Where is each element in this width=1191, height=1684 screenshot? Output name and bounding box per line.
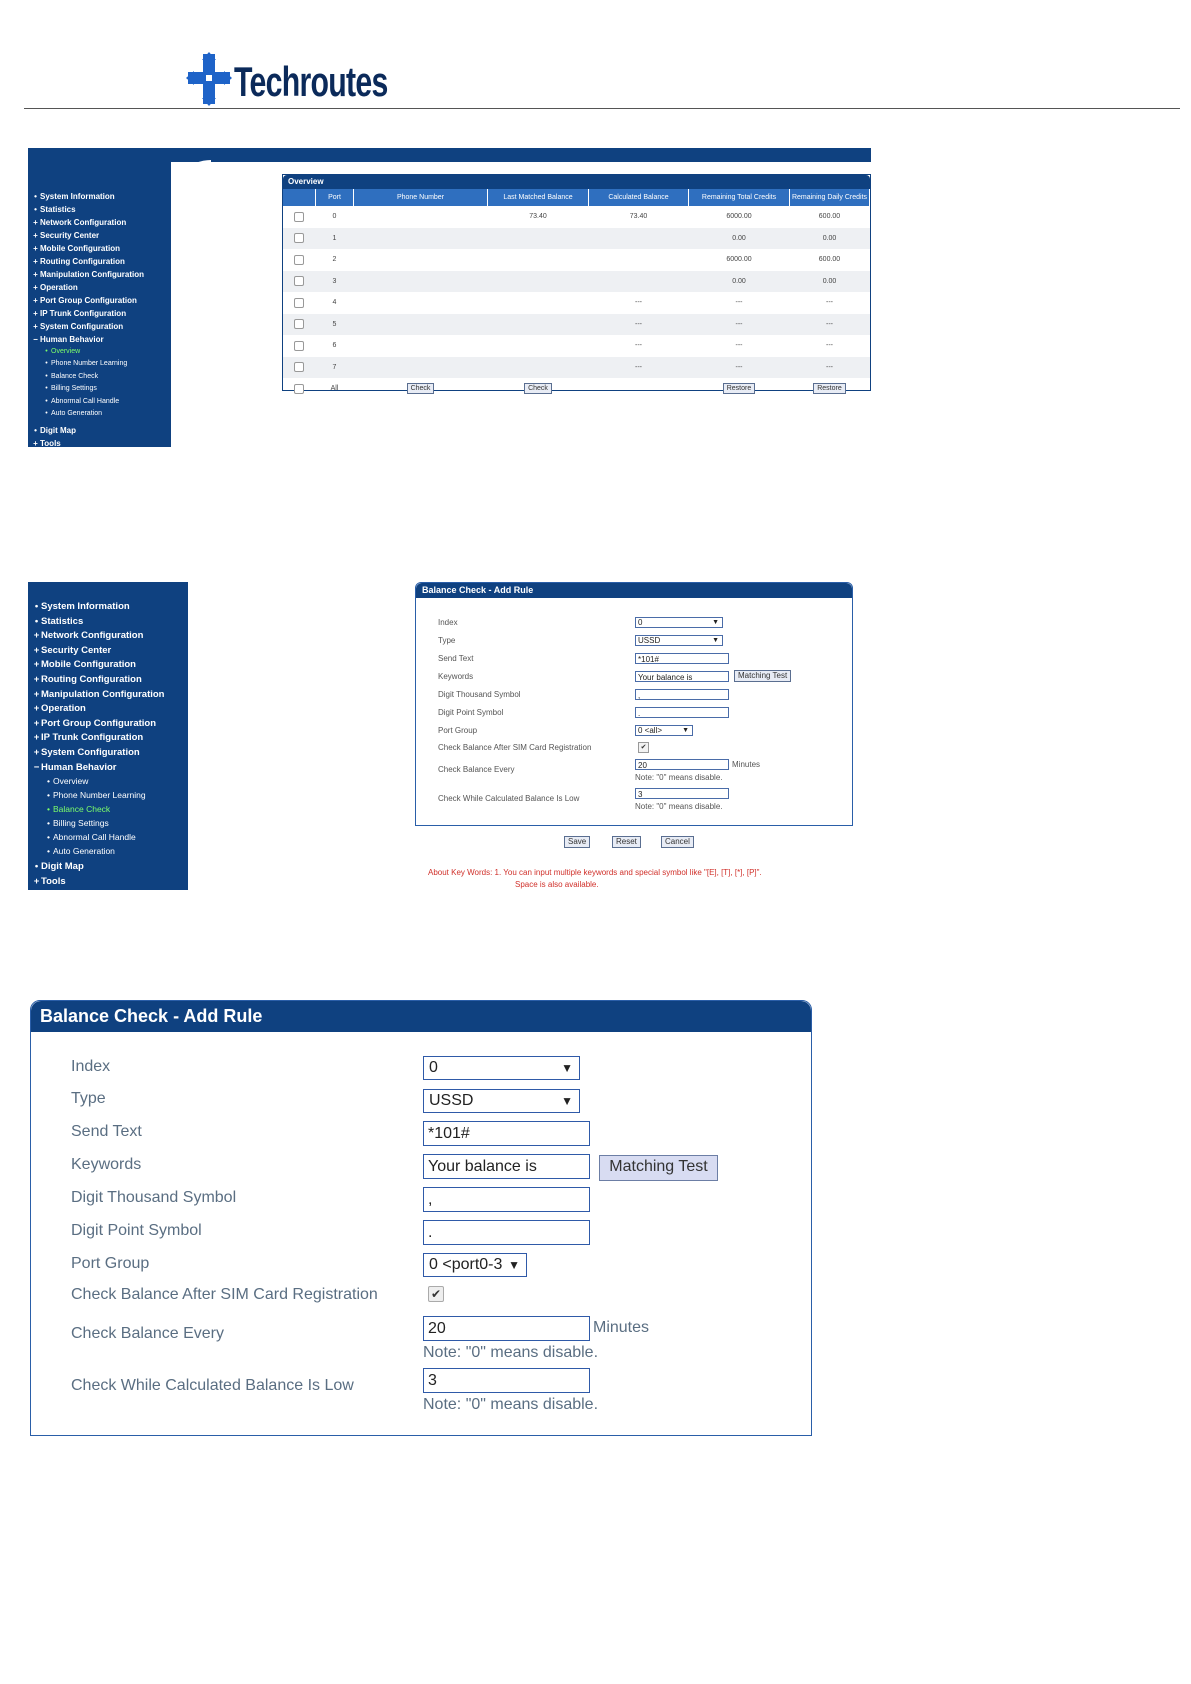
chevron-down-icon: ▼ (561, 1094, 573, 1108)
cell-total-credits: --- (735, 342, 743, 350)
sidebar-nav (28, 582, 188, 890)
check-low-note: Note: "0" means disable. (635, 802, 723, 811)
sidebar-subitem-overview[interactable]: • Overview (45, 348, 81, 355)
minutes-unit: Minutes (732, 760, 761, 769)
cell-total-credits: 6000.00 (726, 256, 752, 264)
cell-phone (354, 271, 488, 293)
cell-phone (354, 249, 488, 271)
cell-phone (354, 206, 488, 228)
cell-total-credits: --- (735, 299, 743, 307)
add-rule-panel-small (415, 582, 853, 826)
col-header: Last Matched Balance (488, 189, 589, 206)
cell-calc-balance: --- (589, 314, 689, 336)
all-label: All (330, 385, 339, 393)
col-header (283, 189, 316, 206)
label-index: Index (438, 618, 458, 627)
cell-total-credits: --- (689, 314, 790, 336)
row-checkbox[interactable] (294, 362, 304, 372)
label-keywords: Keywords (71, 1156, 142, 1173)
sidebar-item[interactable]: + Operation (33, 283, 78, 292)
check-low-note: Note: "0" means disable. (423, 1396, 599, 1413)
cell-port: 4 (332, 299, 337, 307)
chevron-down-icon: ▼ (712, 619, 719, 626)
sidebar-item[interactable]: + Tools (33, 439, 61, 449)
label-check-every: Check Balance Every (438, 765, 515, 774)
sidebar-item[interactable]: + Mobile Configuration (33, 659, 136, 671)
cell-phone (354, 314, 488, 336)
digit-point-input[interactable]: . (423, 1220, 590, 1245)
restore-daily-button[interactable]: Restore (813, 383, 846, 394)
label-digit-point: Digit Point Symbol (71, 1222, 202, 1239)
chevron-down-icon: ▼ (712, 637, 719, 644)
table-row (283, 314, 870, 336)
sidebar-subitem[interactable]: • Auto Generation (47, 845, 115, 856)
reset-button[interactable]: Reset (612, 836, 641, 848)
row-checkbox[interactable] (294, 276, 304, 286)
check-low-input[interactable]: 3 (423, 1368, 590, 1393)
matching-test-button[interactable]: Matching Test (734, 670, 791, 682)
table-row (283, 271, 870, 293)
sidebar-item[interactable]: • System Information (34, 601, 130, 612)
label-port-group: Port Group (71, 1255, 150, 1272)
cell-last-balance (488, 314, 589, 336)
cell-calc-balance (589, 228, 689, 250)
cell-daily-credits: --- (790, 314, 870, 336)
sidebar-nav (28, 148, 171, 447)
table-row (283, 357, 870, 379)
sidebar-subitem-balance-check[interactable]: • Balance Check (47, 803, 111, 814)
row-checkbox[interactable] (294, 255, 304, 265)
chevron-down-icon: ▼ (561, 1061, 573, 1075)
table-row (283, 228, 870, 250)
sidebar-item[interactable]: + Port Group Configuration (33, 717, 157, 729)
cell-last-balance: 73.40 (529, 213, 547, 221)
cell-port: 2 (332, 256, 337, 264)
cell-last-balance (488, 357, 589, 379)
check-phone-button[interactable]: Check (407, 383, 435, 394)
cell-port: 3 (316, 271, 354, 293)
digit-thousand-input[interactable]: , (635, 689, 729, 700)
sidebar-item[interactable]: + Network Configuration (33, 630, 144, 642)
type-select[interactable]: USSD ▼ (635, 635, 723, 646)
label-keywords: Keywords (438, 672, 474, 681)
minutes-unit: Minutes (593, 1319, 650, 1336)
cell-last-balance (488, 271, 589, 293)
save-button[interactable]: Save (564, 836, 590, 848)
label-check-every: Check Balance Every (71, 1325, 224, 1342)
cell-phone (354, 335, 488, 357)
cell-total-credits: 6000.00 (726, 213, 752, 221)
cell-daily-credits: 600.00 (818, 256, 841, 264)
sidebar-subitem[interactable]: • Abnormal Call Handle (45, 397, 120, 405)
sidebar-subitem[interactable]: • Auto Generation (45, 409, 102, 417)
sidebar-subitem[interactable]: • Overview (47, 776, 89, 787)
panel-title: Balance Check - Add Rule (31, 1001, 811, 1032)
sidebar-subitem[interactable]: • Billing Settings (47, 817, 109, 828)
sidebar-item[interactable]: • Statistics (34, 205, 76, 214)
type-select[interactable]: USSD ▼ (423, 1089, 580, 1113)
col-header: Calculated Balance (589, 189, 689, 206)
select-all-checkbox[interactable] (294, 384, 304, 394)
cell-calc-balance (589, 249, 689, 271)
row-checkbox[interactable] (294, 319, 304, 329)
check-every-input[interactable]: 20 (423, 1316, 590, 1341)
about-keywords-line1: About Key Words: 1. You can input multiple keywords and special symbol like "[E], [T], [*], [P]". (428, 868, 762, 877)
label-check-after-sim: Check Balance After SIM Card Registration (71, 1286, 378, 1303)
cell-last-balance (488, 335, 589, 357)
cell-daily-credits: 600.00 (818, 213, 841, 221)
panel-title: Balance Check - Add Rule (416, 583, 852, 598)
banner-curve (171, 160, 211, 200)
sidebar-item[interactable]: + Mobile Configuration (33, 244, 120, 253)
sidebar-subitem[interactable]: • Phone Number Learning (47, 790, 146, 801)
sidebar-item[interactable]: − Human Behavior (33, 335, 104, 344)
sidebar-item[interactable]: + IP Trunk Configuration (33, 309, 127, 318)
row-checkbox[interactable] (294, 298, 304, 308)
cell-total-credits: 0.00 (689, 228, 790, 250)
sidebar-item[interactable]: + Routing Configuration (33, 673, 142, 685)
cell-calc-balance: --- (589, 357, 689, 379)
cell-calc-balance (589, 271, 689, 293)
cross-logo-icon (186, 52, 232, 106)
digit-thousand-input[interactable]: , (423, 1187, 590, 1212)
restore-total-button[interactable]: Restore (723, 383, 756, 394)
sidebar-item[interactable]: • Digit Map (34, 426, 76, 436)
chevron-down-icon: ▼ (682, 727, 689, 734)
label-port-group: Port Group (438, 726, 478, 735)
label-send-text: Send Text (438, 654, 474, 663)
sidebar-item[interactable]: + Network Configuration (33, 218, 127, 227)
cancel-button[interactable]: Cancel (661, 836, 694, 848)
keywords-input[interactable]: Your balance is (635, 671, 729, 682)
col-header: Remaining Total Credits (689, 189, 790, 206)
label-index: Index (71, 1058, 111, 1075)
check-every-input[interactable]: 20 (635, 759, 729, 770)
sidebar-item[interactable]: + Routing Configuration (33, 257, 125, 266)
check-low-input[interactable]: 3 (635, 788, 729, 799)
cell-calc-balance: --- (635, 342, 642, 350)
check-after-sim-checkbox[interactable]: ✔ (428, 1286, 444, 1302)
sidebar-subitem[interactable]: • Billing Settings (45, 385, 97, 393)
sidebar-item[interactable]: + Port Group Configuration (33, 296, 137, 305)
sidebar-item[interactable]: + Operation (33, 703, 86, 715)
row-checkbox[interactable] (294, 233, 304, 243)
cell-port: 0 (332, 213, 337, 221)
cell-phone (354, 228, 488, 250)
sidebar-subitem[interactable]: • Balance Check (45, 372, 99, 380)
check-every-note: Note: "0" means disable. (423, 1344, 599, 1361)
send-text-input[interactable]: *101# (635, 653, 729, 664)
row-checkbox[interactable] (294, 212, 304, 222)
label-send-text: Send Text (71, 1123, 142, 1140)
sidebar-item[interactable]: + Manipulation Configuration (33, 270, 144, 279)
label-type: Type (71, 1090, 106, 1107)
cell-last-balance (488, 249, 589, 271)
sidebar-subitem[interactable]: • Phone Number Learning (45, 360, 128, 368)
digit-point-input[interactable]: . (635, 707, 729, 718)
cell-daily-credits: 0.00 (790, 228, 870, 250)
cell-daily-credits: 0.00 (790, 271, 870, 293)
cell-phone (354, 292, 488, 314)
label-check-low: Check While Calculated Balance Is Low (71, 1377, 354, 1394)
about-keywords-line2: Space is also available. (515, 880, 599, 889)
label-check-low: Check While Calculated Balance Is Low (438, 794, 580, 803)
table-row (283, 206, 870, 228)
label-digit-thousand: Digit Thousand Symbol (71, 1189, 237, 1206)
cell-total-credits: --- (689, 357, 790, 379)
top-banner (171, 148, 871, 162)
col-header: Remaining Daily Credits (790, 189, 870, 206)
overview-panel (282, 174, 871, 391)
row-checkbox[interactable] (294, 341, 304, 351)
brand-name: Techroutes (234, 58, 388, 105)
check-every-note: Note: "0" means disable. (635, 773, 723, 782)
check-balance-button[interactable]: Check (524, 383, 552, 394)
sidebar-item[interactable]: + Security Center (33, 231, 100, 240)
keywords-input[interactable]: Your balance is (423, 1154, 590, 1179)
table-row (283, 249, 870, 271)
sidebar-item[interactable]: − Human Behavior (33, 761, 117, 773)
label-check-after-sim: Check Balance After SIM Card Registration (438, 743, 592, 752)
cell-daily-credits: --- (826, 342, 833, 350)
sidebar-subitem[interactable]: • Abnormal Call Handle (47, 831, 136, 842)
matching-test-button[interactable]: Matching Test (599, 1155, 718, 1181)
sidebar-item[interactable]: + System Configuration (33, 322, 124, 331)
port-group-select[interactable]: 0 <port0-3 ▼ (423, 1253, 527, 1277)
label-digit-thousand: Digit Thousand Symbol (438, 690, 521, 699)
sidebar-item[interactable]: • Statistics (34, 615, 84, 627)
index-select[interactable]: 0 ▼ (635, 617, 723, 628)
sidebar-item[interactable]: + System Configuration (33, 746, 140, 758)
port-group-select[interactable]: 0 <all> ▼ (635, 725, 693, 736)
add-rule-panel-large (30, 1000, 812, 1436)
sidebar-item[interactable]: • System Information (34, 192, 115, 201)
cell-last-balance (488, 228, 589, 250)
label-digit-point: Digit Point Symbol (438, 708, 504, 717)
check-after-sim-checkbox[interactable]: ✔ (638, 742, 649, 753)
sidebar-item[interactable]: + IP Trunk Configuration (33, 732, 144, 744)
header-divider (24, 108, 1180, 109)
cell-last-balance (488, 292, 589, 314)
cell-port: 1 (316, 228, 354, 250)
sidebar-item[interactable]: • Digit Map (34, 861, 84, 873)
sidebar-item[interactable]: + Tools (33, 876, 66, 888)
label-type: Type (438, 636, 456, 645)
overview-title: Overview (283, 175, 870, 189)
send-text-input[interactable]: *101# (423, 1121, 590, 1146)
overview-table (283, 189, 870, 400)
chevron-down-icon: ▼ (508, 1258, 520, 1272)
cell-calc-balance: 73.40 (629, 213, 648, 221)
table-row (283, 335, 870, 357)
cell-port: 7 (316, 357, 354, 379)
table-row-all (283, 378, 870, 400)
brand-logo (186, 52, 396, 106)
sidebar-item[interactable]: + Manipulation Configuration (33, 688, 165, 700)
col-header: Phone Number (354, 189, 488, 206)
cell-port: 5 (316, 314, 354, 336)
cell-calc-balance: --- (635, 299, 642, 307)
col-header: Port (316, 189, 354, 206)
cell-total-credits: 0.00 (689, 271, 790, 293)
cell-port: 6 (332, 342, 337, 350)
sidebar-item[interactable]: + Security Center (33, 644, 112, 656)
cell-phone (354, 357, 488, 379)
table-row (283, 292, 870, 314)
index-select[interactable]: 0 ▼ (423, 1056, 580, 1080)
cell-daily-credits: --- (790, 357, 870, 379)
cell-daily-credits: --- (826, 299, 833, 307)
